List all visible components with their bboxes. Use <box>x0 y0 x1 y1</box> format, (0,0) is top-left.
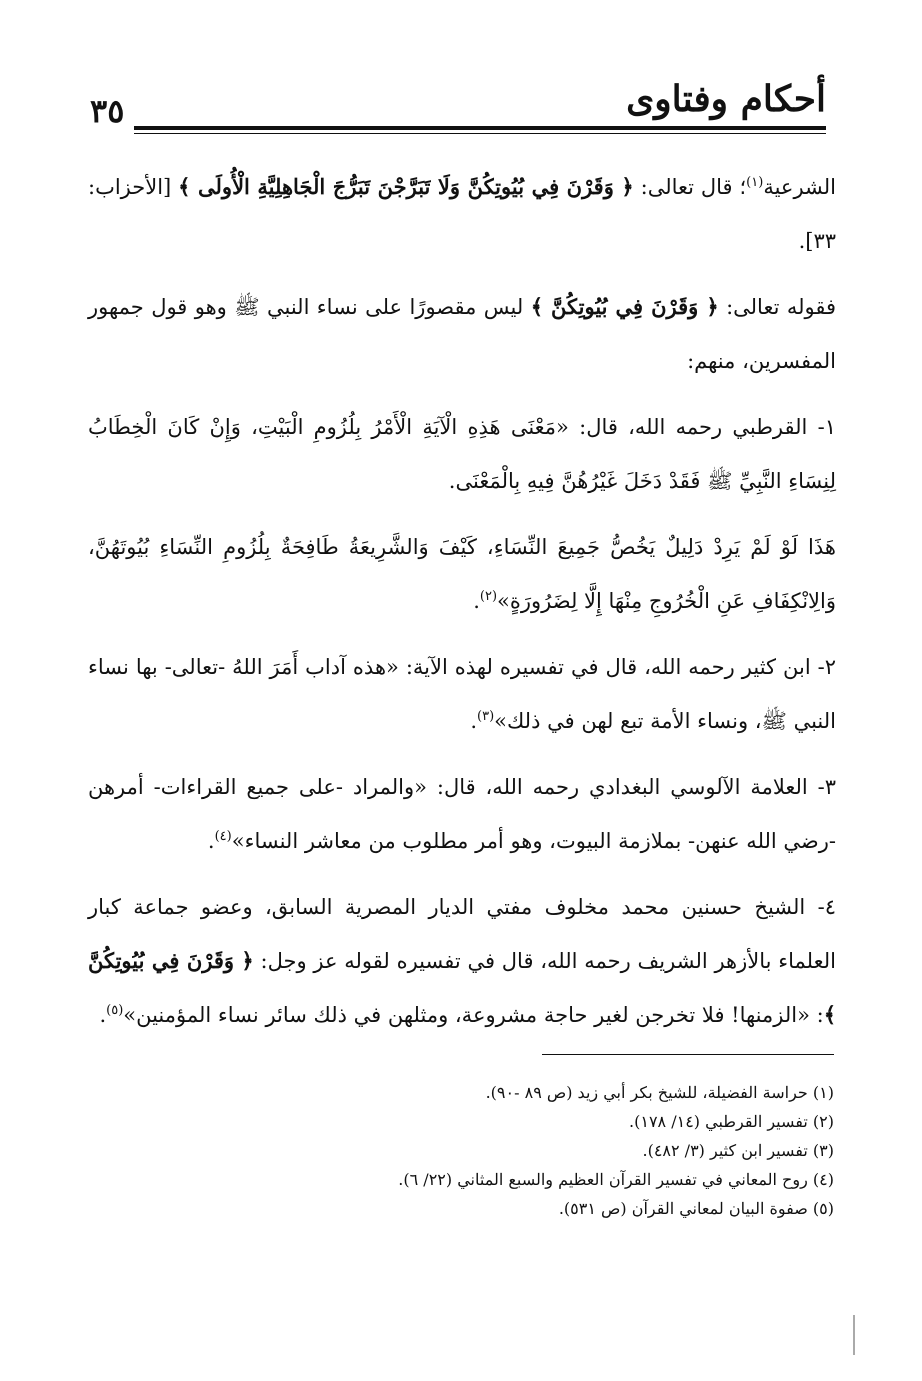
footnote-2: (٢) تفسير القرطبي (١٤/ ١٧٨). <box>629 1112 834 1131</box>
p1-intro: الشرعية <box>763 175 836 199</box>
p7-end: . <box>99 1003 107 1027</box>
footnote-5: (٥) صفوة البيان لمعاني القرآن (ص ٥٣١). <box>558 1199 834 1218</box>
paragraph-2 <box>88 280 836 388</box>
footnote-4: (٤) روح المعاني في تفسير القرآن العظيم والسبع المثاني (٢٢/ ٦). <box>398 1170 834 1189</box>
paragraph-qurtubi-continued <box>88 520 836 628</box>
quran-verse-3: ﴿ وَقَرْنَ فِي بُيُوتِكُنَّ ﴾ <box>88 948 836 1027</box>
p5-end: . <box>470 709 477 733</box>
p7-lead: ٤- الشيخ حسنين محمد مخلوف مفتي الديار المصرية السابق، وعضو جماعة كبار العلماء بالأزهر الشريف رحمه الله، قال في تفسيره لقوله عز وجل: <box>88 895 836 973</box>
quran-verse-2: ﴿ وَقَرْنَ فِي بُيُوتِكُنَّ ﴾ <box>530 294 719 319</box>
footnote-ref-4: (٤) <box>214 829 232 844</box>
page-header <box>90 78 826 138</box>
p6-end: . <box>207 829 215 853</box>
p7-rest: : «الزمنها! فلا تخرجن لغير حاجة مشروعة، ومثلهن في ذلك سائر نساء المؤمنين» <box>123 1003 824 1027</box>
footnote-ref-3: (٣) <box>477 709 495 724</box>
p2-lead: فقوله تعالى: <box>718 295 837 319</box>
paragraph-ibn-kathir <box>88 640 836 748</box>
p4-end: . <box>473 589 480 613</box>
p1-said: ؛ قال تعالى: <box>633 175 747 199</box>
footnote-1: (١) حراسة الفضيلة، للشيخ بكر أبي زيد (ص ٨٩ -٩٠). <box>485 1083 834 1102</box>
header-rule-thick <box>134 126 826 130</box>
paragraph-1 <box>88 160 836 268</box>
footnote-separator <box>542 1054 834 1055</box>
header-rule-thin <box>134 133 826 134</box>
paragraph-alusi <box>88 760 836 868</box>
paragraph-qurtubi: ١- القرطبي رحمه الله، قال: «مَعْنَى هَذِهِ الْآيَةِ الْأَمْرُ بِلُزُومِ الْبَيْتِ، وَإِنْ كَانَ الْخِطَابُ لِنِسَاءِ النَّبِيِّ ﷺ فَقَدْ دَخَلَ غَيْرُهُنَّ فِيهِ بِالْمَعْنَى. <box>88 415 836 493</box>
p4-text: هَذَا لَوْ لَمْ يَرِدْ دَلِيلٌ يَخُصُّ جَمِيعَ النِّسَاءِ، كَيْفَ وَالشَّرِيعَةُ طَافِحَةٌ بِلُزُومِ النِّسَاءِ بُيُوتَهُنَّ، وَالِانْكِفَافِ عَنِ الْخُرُوجِ مِنْهَا إِلَّا لِضَرُورَةٍ» <box>88 535 836 613</box>
footnote-ref-2: (٢) <box>479 589 498 604</box>
p2-rest: ليس مقصورًا على نساء النبي ﷺ وهو قول جمهور المفسرين، منهم: <box>88 295 836 373</box>
quran-verse-1: ﴿ وَقَرْنَ فِي بُيُوتِكُنَّ وَلَا تَبَرَّجْنَ تَبَرُّجَ الْجَاهِلِيَّةِ الْأُولَى ﴾ <box>178 174 634 199</box>
verse-source: [الأحزاب: ٣٣]. <box>88 175 836 253</box>
footnote-3: (٣) تفسير ابن كثير (٣/ ٤٨٢). <box>642 1141 834 1160</box>
footnote-ref-1: (١) <box>746 175 764 190</box>
footnotes <box>300 1078 834 1223</box>
book-title: أحكام وفتاوى <box>626 78 826 120</box>
footnote-ref-5: (٥) <box>106 1003 124 1018</box>
paragraph-makhluf <box>88 880 836 1042</box>
p5-text: ٢- ابن كثير رحمه الله، قال في تفسيره لهذه الآية: «هذه آداب أَمَرَ اللهُ -تعالى- بها نساء النبي ﷺ، ونساء الأمة تبع لهن في ذلك» <box>88 655 836 733</box>
page-number: ٣٥ <box>90 92 125 130</box>
p6-text: ٣- العلامة الآلوسي البغدادي رحمه الله، قال: «والمراد -على جميع القراءات- أمرهن -رضي الله عنهن- بملازمة البيوت، وهو أمر مطلوب من معاشر النساء» <box>88 775 836 853</box>
scan-margin-mark <box>853 1315 855 1355</box>
body-text <box>88 160 836 1054</box>
